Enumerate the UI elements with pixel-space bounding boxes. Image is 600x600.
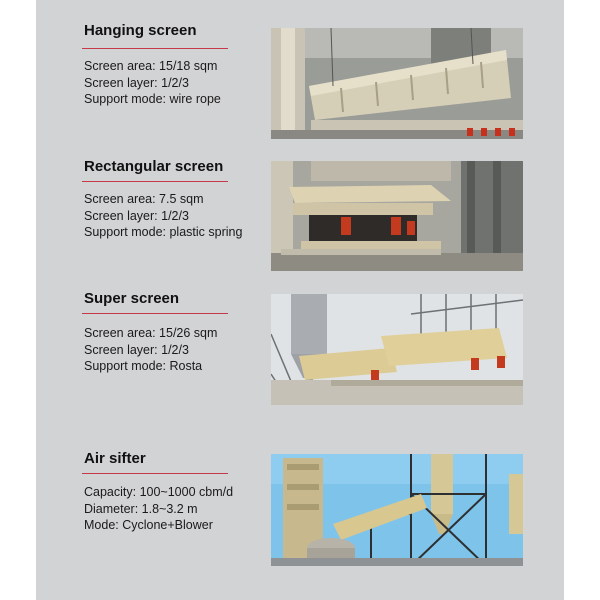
spec-screen-area: Screen area: 15/26 sqm [84,326,218,340]
rectangular-screen-photo [271,161,523,271]
product-rectangular-screen [36,158,564,278]
product-title: Air sifter [84,450,146,467]
spec-screen-layer: Screen layer: 1/2/3 [84,208,189,223]
spec-mode: Mode: Cyclone+Blower [84,518,213,532]
spec-screen-layer: Screen layer: 1/2/3 [84,75,189,90]
title-divider [82,473,228,474]
title-divider [82,181,228,182]
title-divider [82,48,228,49]
spec-screen-area: Screen area: 7.5 sqm [84,192,204,206]
spec-diameter: Diameter: 1.8~3.2 m [84,501,198,516]
spec-capacity: Capacity: 100~1000 cbm/d [84,485,234,499]
super-screen-photo [271,294,523,405]
product-air-sifter [36,450,564,570]
spec-list [84,325,217,375]
spec-screen-area: Screen area: 15/18 sqm [84,59,218,73]
hanging-screen-photo [271,28,523,139]
air-sifter-photo [271,454,523,566]
product-title: Rectangular screen [84,158,224,175]
spec-screen-layer: Screen layer: 1/2/3 [84,342,189,357]
spec-support-mode: Support mode: wire rope [84,92,221,106]
spec-list [84,191,242,241]
spec-list [84,58,221,108]
product-panel [36,0,564,600]
spec-support-mode: Support mode: plastic spring [84,225,243,239]
product-title: Super screen [84,290,180,307]
product-title: Hanging screen [84,22,197,39]
spec-support-mode: Support mode: Rosta [84,359,203,373]
product-super-screen [36,290,564,410]
product-hanging-screen [36,22,564,142]
title-divider [82,313,228,314]
spec-list [84,484,233,534]
